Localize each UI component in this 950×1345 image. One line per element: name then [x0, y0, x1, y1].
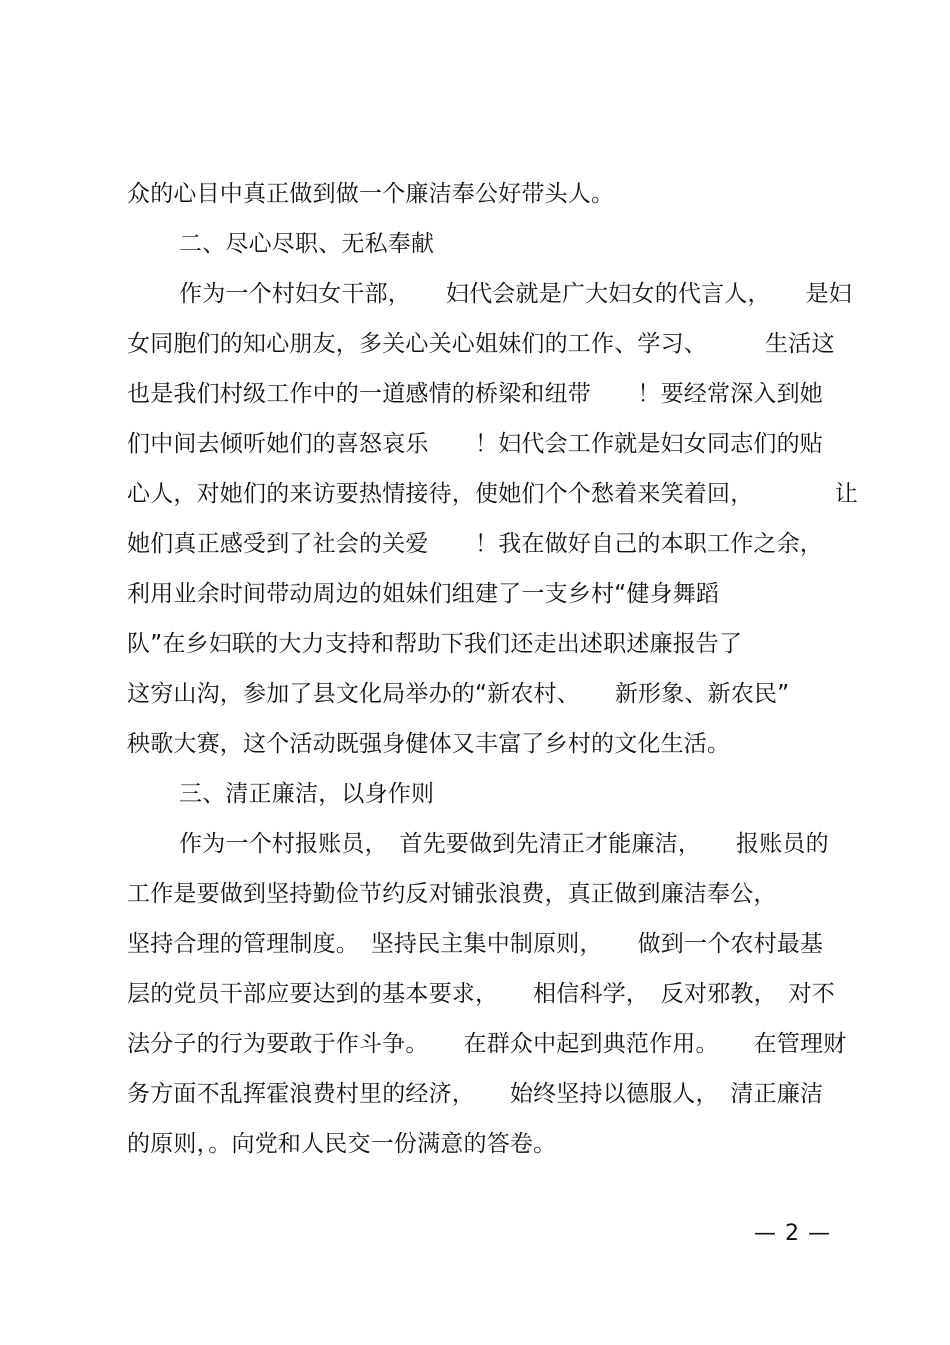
section-heading-3: 三、清正廉洁，以身作则	[179, 781, 435, 807]
text-line-9: 利用业余时间带动周边的姐妹们组建了一支乡村“健身舞蹈	[127, 581, 720, 607]
text-line-10: 队”在乡妇联的大力支持和帮助下我们还走出述职述廉报告了	[127, 631, 743, 657]
text-line-11: 这穷山沟，参加了县文化局举办的“新农村、 新形象、新农民”	[127, 681, 790, 707]
page-number: — 2 —	[754, 1221, 831, 1246]
text-line-1: 众的心目中真正做到做一个廉洁奉公好带头人。	[127, 181, 615, 207]
text-line-18: 法分子的行为要敢于作斗争。 在群众中起到典范作用。 在管理财	[127, 1031, 847, 1057]
text-line-17: 层的党员干部应要达到的基本要求， 相信科学， 反对邪教， 对不	[127, 981, 835, 1007]
text-line-14: 作为一个村报账员， 首先要做到先清正才能廉洁， 报账员的	[179, 831, 829, 857]
section-heading-2: 二、尽心尽职、无私奉献	[179, 231, 435, 257]
text-line-7: 心人，对她们的来访要热情接待，使她们个个愁着来笑着回， 让	[127, 481, 858, 507]
text-line-4: 女同胞们的知心朋友，多关心关心姐妹们的工作、学习、 生活这	[127, 331, 835, 357]
text-line-5: 也是我们村级工作中的一道感情的桥梁和纽带 ！要经常深入到她	[127, 381, 823, 407]
text-line-6: 们中间去倾听她们的喜怒哀乐 ！妇代会工作就是妇女同志们的贴	[127, 431, 823, 457]
text-line-8: 她们真正感受到了社会的关爱 ！我在做好自己的本职工作之余，	[127, 531, 823, 557]
text-line-12: 秧歌大赛，这个活动既强身健体又丰富了乡村的文化生活。	[127, 731, 731, 757]
text-line-16: 坚持合理的管理制度。 坚持民主集中制原则， 做到一个农村最基	[127, 931, 824, 957]
text-line-3: 作为一个村妇女干部， 妇代会就是广大妇女的代言人， 是妇	[179, 281, 852, 307]
text-line-20: 的原则，。向党和人民交一份满意的答卷。	[127, 1131, 557, 1157]
text-line-19: 务方面不乱挥霍浪费村里的经济， 始终坚持以德服人， 清正廉洁	[127, 1081, 824, 1107]
text-line-15: 工作是要做到坚持勤俭节约反对铺张浪费，真正做到廉洁奉公，	[127, 881, 777, 907]
